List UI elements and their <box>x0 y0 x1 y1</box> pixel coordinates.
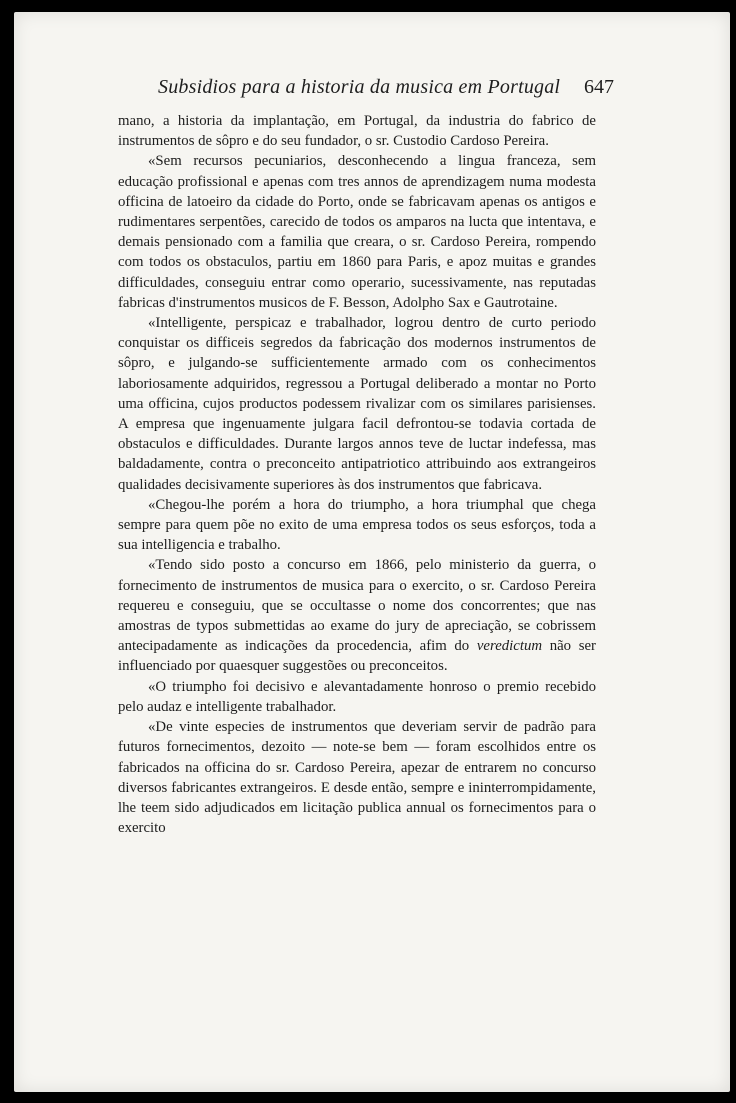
paragraph <box>118 555 596 676</box>
paragraph-continuation: mano, a historia da implantação, em Portugal, da industria do fabrico de instrumentos de sôpro e do seu fundador, o sr. Custodio Cardoso Pereira. <box>118 113 596 150</box>
running-header <box>146 74 616 108</box>
paragraph-text: «Tendo sido posto a concurso em 1866, pelo ministerio da guerra, o fornecimento de instrumentos de musica para o exercito, o sr. Cardoso Pereira requereu e conseguiu, que se occultasse o nome dos concorrentes; que nas amostras de typos submettidas ao exame do jury de apreciação, se cobrissem antecipadamente as indicações da procedencia, afim do <box>118 557 596 655</box>
emphasis-word: veredictum <box>476 638 543 655</box>
paragraph: «Intelligente, perspicaz e trabalhador, logrou dentro de curto periodo conquistar os difficeis segredos da fabricação dos modernos instrumentos de sôpro, e julgando-se sufficientemente armado com os conhecimentos laboriosamente adquiridos, regressou a Portugal deliberado a montar no Porto uma officina, cujos productos podessem rivalizar com os similares parisienses. A empresa que ingenuamente julgara facil defrontou-se todavia cortada de obstaculos e difficuldades. Durante largos annos teve de luctar indefessa, mas baldadamente, contra o preconceito antipatriotico attribuindo aos extrangeiros qualidades decisivamente superiores às dos instrumentos que fabricava. <box>118 315 596 493</box>
page-number: 647 <box>584 76 614 98</box>
running-title: Subsidios para a historia da musica em Portugal <box>158 76 561 98</box>
paragraph: «De vinte especies de instrumentos que deveriam servir de padrão para futuros fornecimentos, dezoito — note-se bem — foram escolhidos entre os fabricados na officina do sr. Cardoso Pereira, apezar de entrarem no concurso diversos fabricantes extrangeiros. E desde então, sempre e ininterrompidamente, lhe teem sido adjudicados em licitação publica annual os fornecimentos para o exercito <box>118 719 596 837</box>
body-text <box>118 111 596 838</box>
paragraph: «Sem recursos pecuniarios, desconhecendo a lingua franceza, sem educação profissional e apenas com tres annos de aprendizagem numa modesta officina de latoeiro da cidade do Porto, onde se fabricavam apenas os antigos e rudimentares serpentões, carecido de todos os amparos na lucta que intentava, e demais pensionado com a familia que creara, o sr. Cardoso Pereira, rompendo com todos os obstaculos, partiu em 1860 para Paris, e apoz muitas e grandes difficuldades, conseguiu entrar como operario, sucessivamente, nas reputadas fabricas d'instrumentos musicos de F. Besson, Adolpho Sax e Gautrotaine. <box>118 153 596 311</box>
paragraph: «O triumpho foi decisivo e alevantadamente honroso o premio recebido pelo audaz e intelligente trabalhador. <box>118 678 596 715</box>
paragraph: «Chegou-lhe porém a hora do triumpho, a hora triumphal que chega sempre para quem põe no exito de uma empresa todos os seus esforços, toda a sua intelligencia e trabalho. <box>118 496 596 554</box>
paragraph-text: não ser influenciado por quaesquer suggestões ou preconceitos. <box>118 638 596 675</box>
